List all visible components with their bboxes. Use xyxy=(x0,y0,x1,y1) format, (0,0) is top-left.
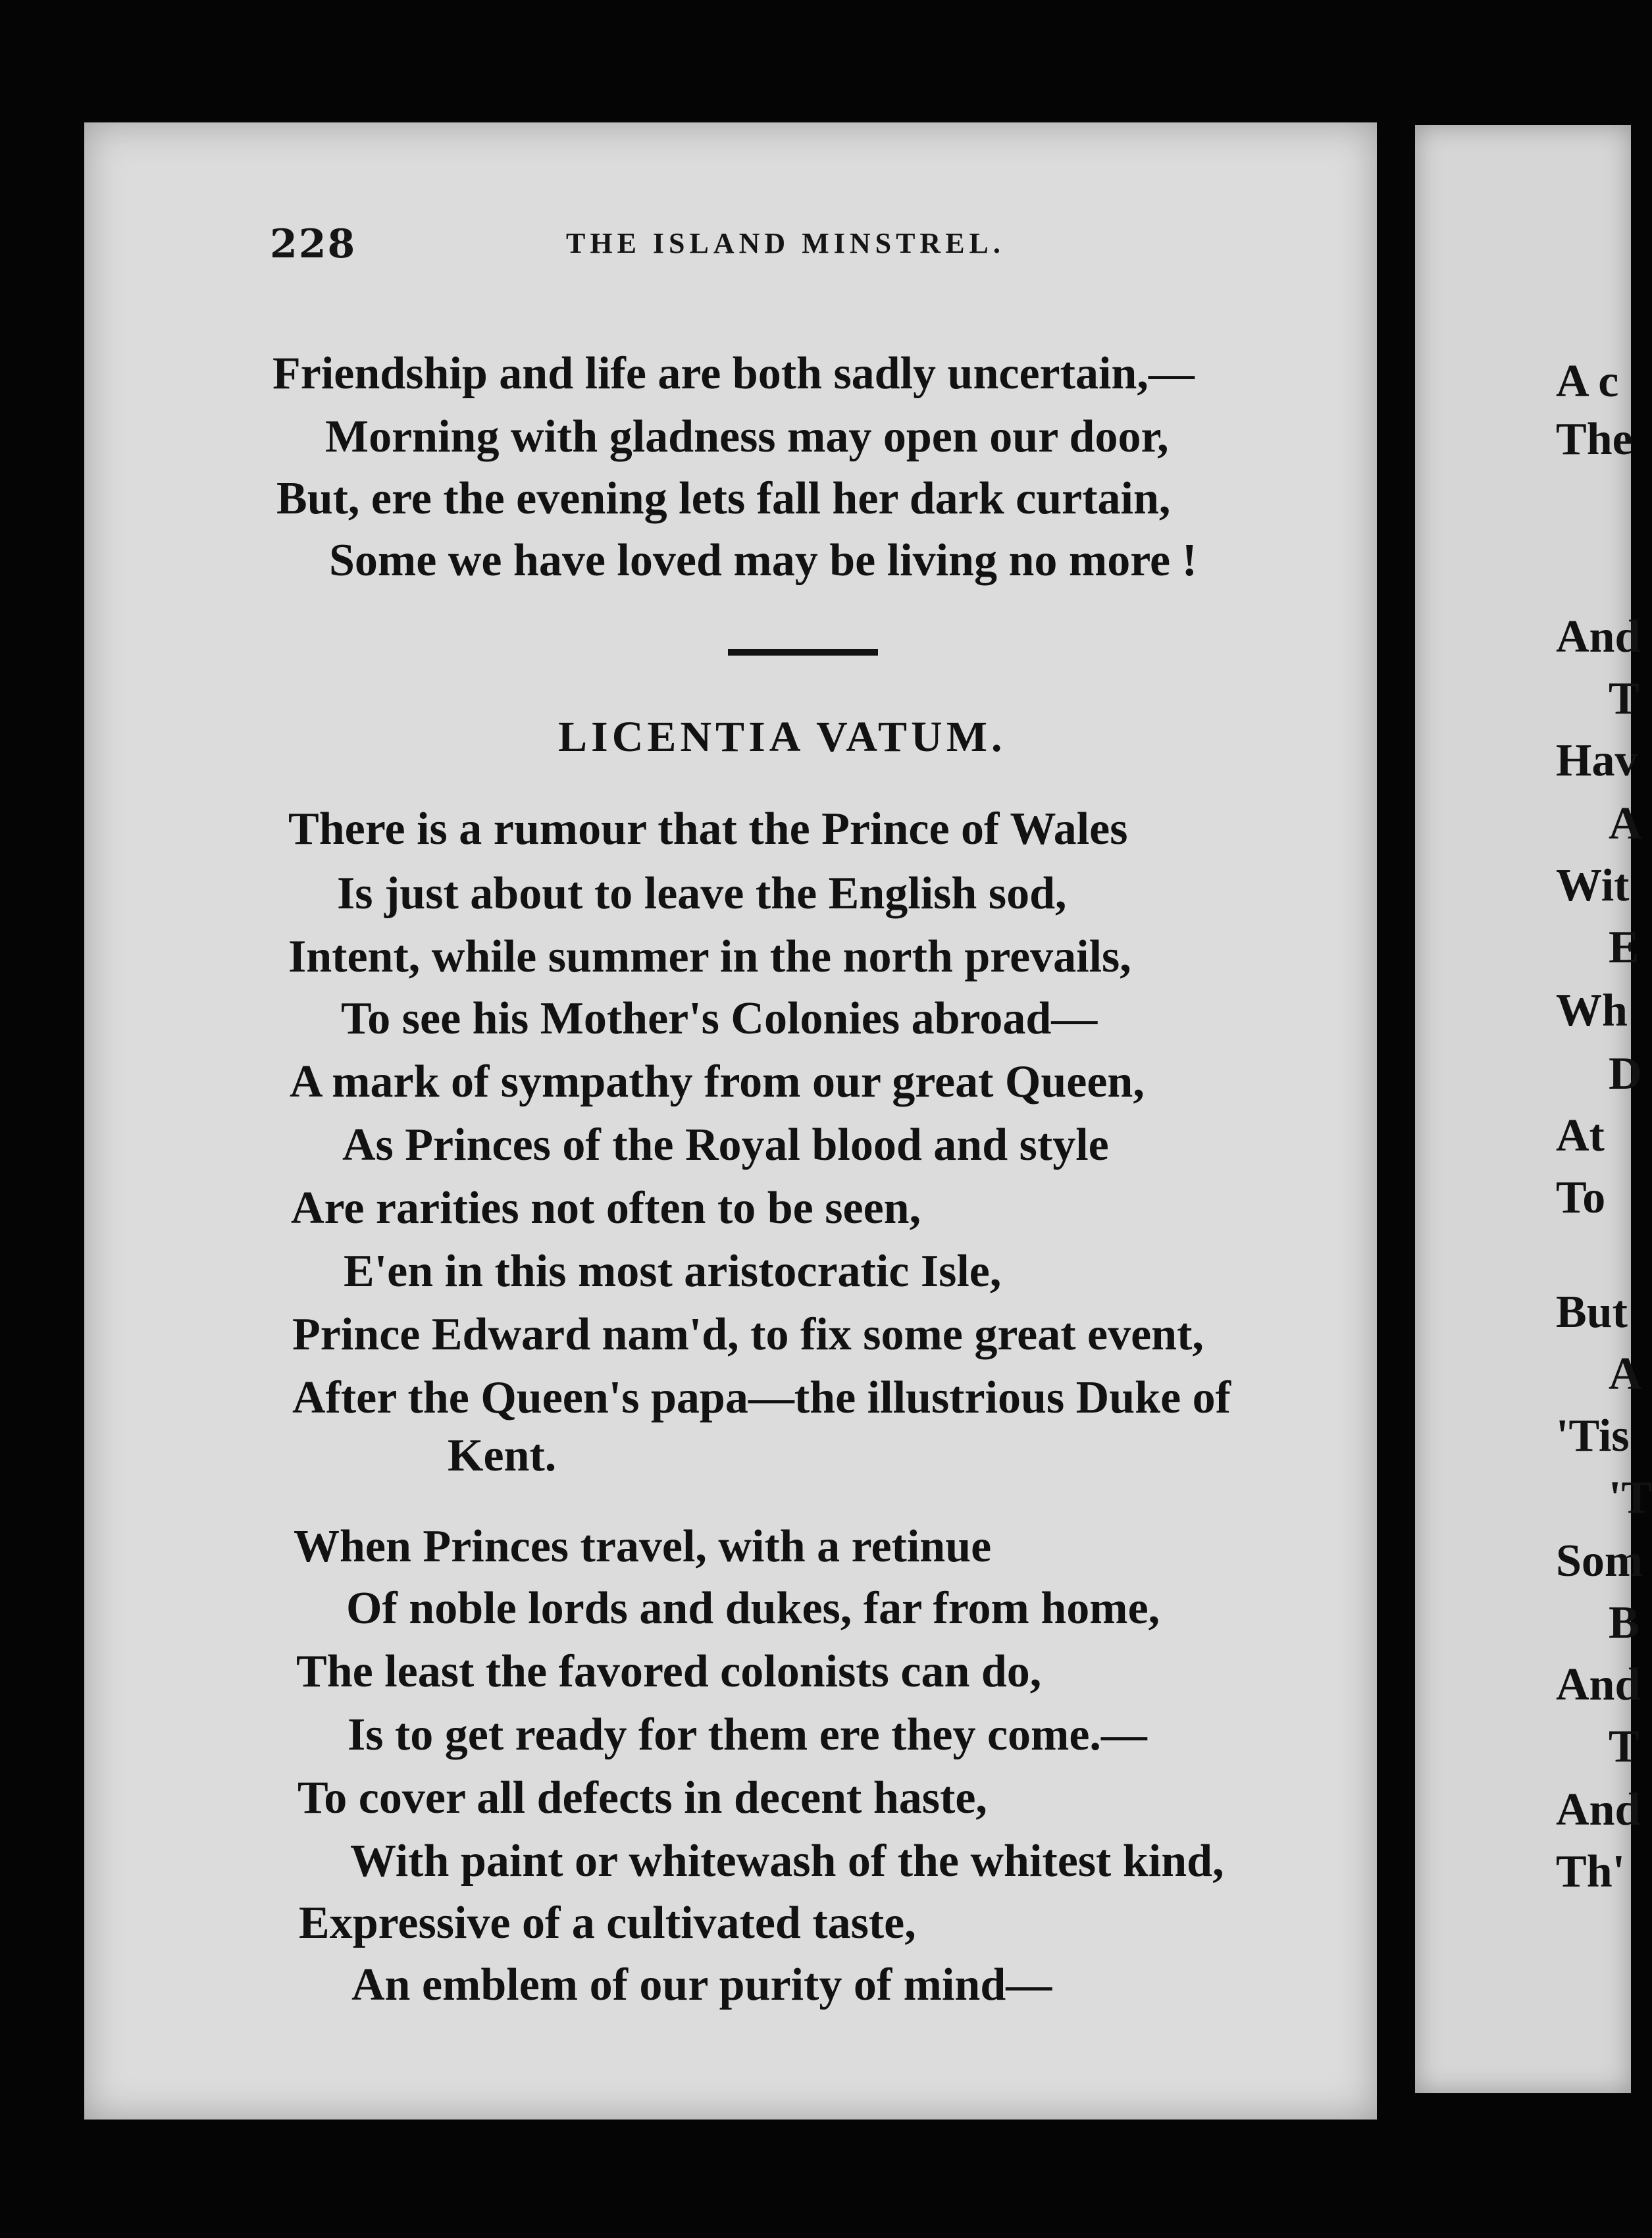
right-page-fragment: To xyxy=(1556,1172,1606,1223)
verse-line: There is a rumour that the Prince of Wales xyxy=(288,804,1128,854)
verse-line: E'en in this most aristocratic Isle, xyxy=(344,1246,1002,1297)
verse-line: Intent, while summer in the north prevails, xyxy=(288,931,1131,982)
right-page-fragment: And xyxy=(1556,1659,1641,1710)
verse-line: Prince Edward nam'd, to fix some great event, xyxy=(292,1309,1204,1360)
verse-line: Morning with gladness may open our door, xyxy=(325,411,1169,462)
right-page-fragment: T xyxy=(1609,673,1639,724)
verse-line: But, ere the evening lets fall her dark curtain, xyxy=(276,473,1171,524)
verse-line: The least the favored colonists can do, xyxy=(296,1646,1042,1697)
right-page-fragment: And xyxy=(1556,1784,1641,1835)
right-page-fragment: At xyxy=(1556,1110,1605,1161)
section-divider xyxy=(728,649,878,656)
right-page-fragment: Wh xyxy=(1556,985,1628,1036)
verse-line: To cover all defects in decent haste, xyxy=(297,1773,987,1823)
right-page-fragment: D xyxy=(1609,1049,1642,1099)
running-title: THE ISLAND MINSTREL. xyxy=(566,227,1005,259)
verse-line: Is to get ready for them ere they come.— xyxy=(348,1709,1147,1760)
verse-line: When Princes travel, with a retinue xyxy=(294,1521,992,1572)
right-page-fragment: But xyxy=(1556,1287,1628,1338)
page-number: 228 xyxy=(270,221,357,267)
right-page-fragment: The xyxy=(1556,414,1633,465)
verse-line: Expressive of a cultivated taste, xyxy=(299,1898,916,1948)
verse-line: As Princes of the Royal blood and style xyxy=(342,1120,1109,1170)
right-page-fragment: A xyxy=(1609,798,1642,849)
right-page-fragment: T xyxy=(1609,1721,1639,1772)
verse-line: To see his Mother's Colonies abroad— xyxy=(341,993,1098,1044)
right-page-fragment: A xyxy=(1609,1349,1642,1399)
verse-line: Are rarities not often to be seen, xyxy=(291,1183,921,1234)
verse-line: After the Queen's papa—the illustrious Duke of xyxy=(292,1372,1231,1423)
right-page-fragment: Hav xyxy=(1556,735,1638,786)
right-page-fragment: Som xyxy=(1556,1536,1643,1586)
right-page-fragment: Th' xyxy=(1556,1846,1626,1897)
verse-line: Is just about to leave the English sod, xyxy=(337,868,1067,919)
right-page-fragment: Wit xyxy=(1556,860,1630,911)
right-page-fragment: B xyxy=(1609,1598,1639,1648)
verse-line: Kent. xyxy=(448,1430,557,1481)
poem-title: LICENTIA VATUM. xyxy=(558,713,1006,761)
right-page-fragment: 'T xyxy=(1609,1472,1652,1523)
verse-line: Of noble lords and dukes, far from home, xyxy=(346,1583,1160,1634)
right-page-fragment: 'Tis xyxy=(1556,1411,1630,1461)
verse-line: A mark of sympathy from our great Queen, xyxy=(290,1056,1145,1107)
right-page-fragment: A c xyxy=(1556,356,1619,407)
verse-line: An emblem of our purity of mind— xyxy=(351,1960,1052,2010)
verse-line: Friendship and life are both sadly uncertain,— xyxy=(272,348,1195,399)
verse-line: With paint or whitewash of the whitest kind, xyxy=(350,1836,1224,1887)
right-page-fragment: And xyxy=(1556,612,1641,662)
right-page-fragment: E xyxy=(1609,922,1639,973)
verse-line: Some we have loved may be living no more ! xyxy=(329,535,1197,586)
